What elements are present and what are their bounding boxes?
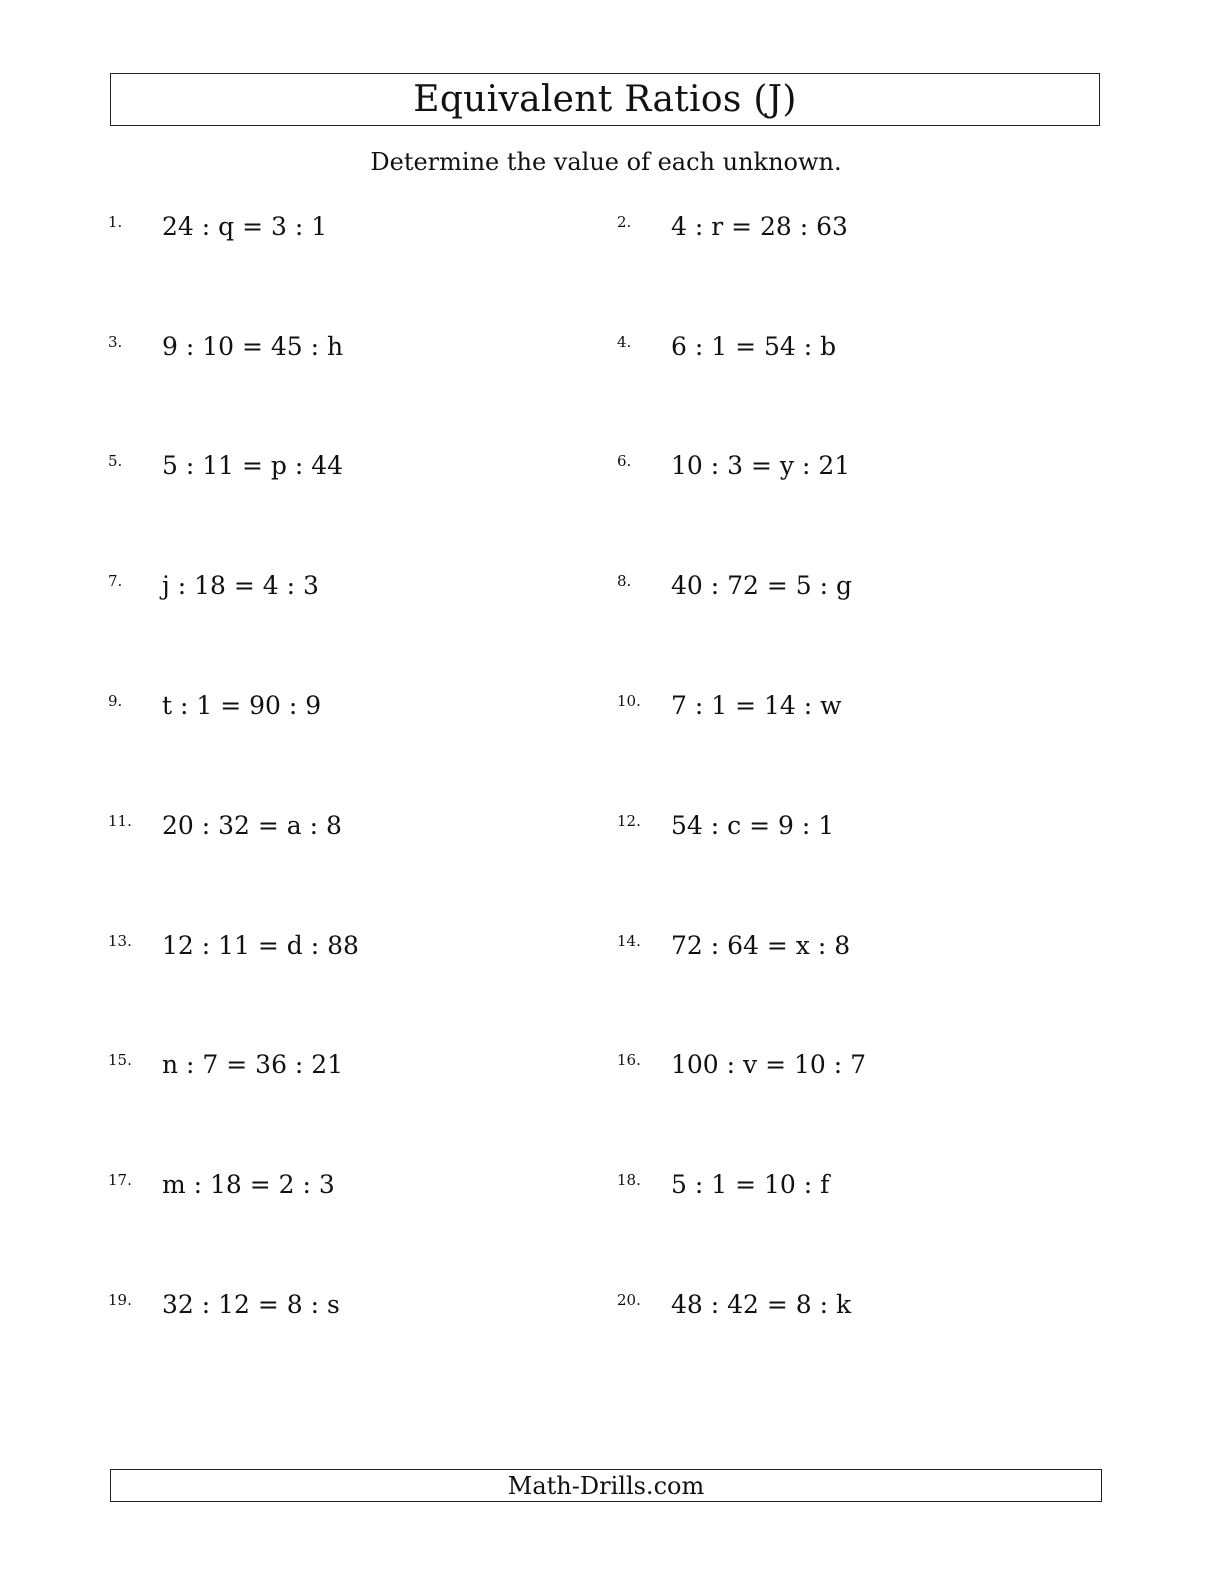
problem-equation: 100 : v = 10 : 7 bbox=[671, 1050, 867, 1079]
problem-equation: 5 : 11 = p : 44 bbox=[162, 451, 344, 480]
problem-7 bbox=[108, 571, 319, 611]
problem-equation: 7 : 1 = 14 : w bbox=[671, 691, 842, 720]
problem-1 bbox=[108, 212, 327, 252]
problem-equation: 20 : 32 = a : 8 bbox=[162, 811, 342, 840]
problem-number: 15. bbox=[108, 1051, 132, 1069]
problem-number: 4. bbox=[617, 333, 632, 351]
problem-15 bbox=[108, 1050, 343, 1090]
problem-14 bbox=[617, 931, 850, 971]
problem-number: 19. bbox=[108, 1291, 132, 1309]
problem-2 bbox=[617, 212, 848, 252]
problem-number: 9. bbox=[108, 692, 123, 710]
problem-5 bbox=[108, 451, 343, 491]
problem-number: 17. bbox=[108, 1171, 132, 1189]
problem-number: 20. bbox=[617, 1291, 641, 1309]
problem-number: 6. bbox=[617, 452, 632, 470]
problem-number: 12. bbox=[617, 812, 641, 830]
problem-equation: t : 1 = 90 : 9 bbox=[162, 691, 322, 720]
problem-number: 18. bbox=[617, 1171, 641, 1189]
problem-equation: 5 : 1 = 10 : f bbox=[671, 1170, 830, 1199]
problem-equation: 32 : 12 = 8 : s bbox=[162, 1290, 340, 1319]
problem-equation: j : 18 = 4 : 3 bbox=[162, 571, 319, 600]
problem-18 bbox=[617, 1170, 829, 1210]
footer-credit: Math-Drills.com bbox=[507, 1471, 705, 1500]
problem-equation: 40 : 72 = 5 : g bbox=[671, 571, 853, 600]
problem-equation: 12 : 11 = d : 88 bbox=[162, 931, 359, 960]
problem-number: 14. bbox=[617, 932, 641, 950]
problem-19 bbox=[108, 1290, 340, 1330]
problem-equation: 54 : c = 9 : 1 bbox=[671, 811, 835, 840]
problem-equation: 10 : 3 = y : 21 bbox=[671, 451, 851, 480]
problem-equation: n : 7 = 36 : 21 bbox=[162, 1050, 344, 1079]
page-title: Equivalent Ratios (J) bbox=[413, 79, 797, 120]
problem-number: 8. bbox=[617, 572, 632, 590]
problem-equation: 72 : 64 = x : 8 bbox=[671, 931, 851, 960]
problem-equation: 9 : 10 = 45 : h bbox=[162, 332, 344, 361]
problem-6 bbox=[617, 451, 850, 491]
problem-number: 16. bbox=[617, 1051, 641, 1069]
problem-equation: 4 : r = 28 : 63 bbox=[671, 212, 848, 241]
problem-17 bbox=[108, 1170, 335, 1210]
problem-20 bbox=[617, 1290, 851, 1330]
problem-3 bbox=[108, 332, 343, 372]
problem-16 bbox=[617, 1050, 866, 1090]
footer-box bbox=[110, 1469, 1102, 1502]
problem-number: 13. bbox=[108, 932, 132, 950]
problem-number: 5. bbox=[108, 452, 123, 470]
problem-equation: 6 : 1 = 54 : b bbox=[671, 332, 837, 361]
problem-11 bbox=[108, 811, 342, 851]
problem-number: 3. bbox=[108, 333, 123, 351]
problem-number: 2. bbox=[617, 213, 632, 231]
problem-12 bbox=[617, 811, 834, 851]
problem-equation: 48 : 42 = 8 : k bbox=[671, 1290, 852, 1319]
problem-number: 11. bbox=[108, 812, 132, 830]
problem-number: 1. bbox=[108, 213, 123, 231]
problem-13 bbox=[108, 931, 359, 971]
instructions: Determine the value of each unknown. bbox=[370, 148, 842, 176]
problem-4 bbox=[617, 332, 836, 372]
problem-equation: m : 18 = 2 : 3 bbox=[162, 1170, 335, 1199]
problem-equation: 24 : q = 3 : 1 bbox=[162, 212, 328, 241]
problem-number: 7. bbox=[108, 572, 123, 590]
problem-9 bbox=[108, 691, 321, 731]
problem-10 bbox=[617, 691, 842, 731]
problem-number: 10. bbox=[617, 692, 641, 710]
problem-8 bbox=[617, 571, 852, 611]
